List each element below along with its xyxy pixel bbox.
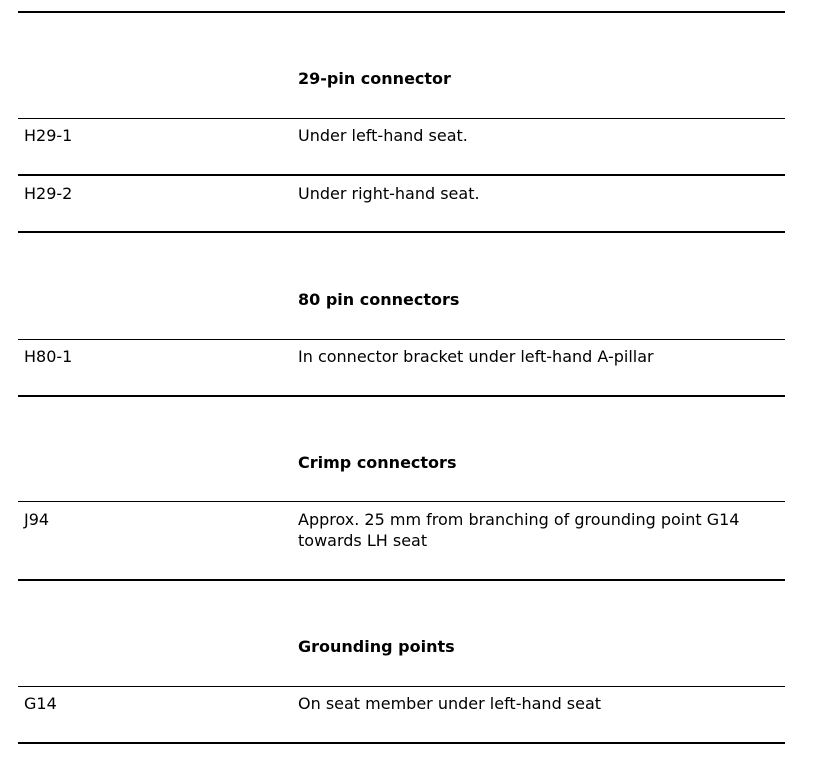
- section-heading-29-pin: 29-pin connector: [298, 69, 451, 88]
- row-divider: [18, 339, 785, 340]
- table-bottom-rule: [18, 742, 785, 744]
- grounding-id-g14: G14: [24, 694, 57, 713]
- section-heading-grounding: Grounding points: [298, 637, 455, 656]
- connector-id-h29-1: H29-1: [24, 126, 73, 145]
- location-h80-1: In connector bracket under left-hand A-pillar: [298, 347, 654, 366]
- location-j94-line-2: towards LH seat: [298, 531, 428, 550]
- location-j94-line-1: Approx. 25 mm from branching of grounding point G14: [298, 510, 740, 529]
- connector-id-h29-2: H29-2: [24, 184, 73, 203]
- table-top-rule: [18, 11, 785, 13]
- row-divider: [18, 118, 785, 119]
- location-g14: On seat member under left-hand seat: [298, 694, 602, 713]
- connector-id-h80-1: H80-1: [24, 347, 73, 366]
- row-divider: [18, 174, 785, 176]
- location-h29-1: Under left-hand seat.: [298, 126, 468, 145]
- row-divider: [18, 686, 785, 687]
- location-h29-2: Under right-hand seat.: [298, 184, 480, 203]
- connector-id-j94: J94: [24, 510, 50, 529]
- section-rule: [18, 231, 785, 233]
- section-heading-80-pin: 80 pin connectors: [298, 290, 460, 309]
- row-divider: [18, 501, 785, 502]
- section-rule: [18, 395, 785, 397]
- section-heading-crimp: Crimp connectors: [298, 453, 457, 472]
- section-rule: [18, 579, 785, 581]
